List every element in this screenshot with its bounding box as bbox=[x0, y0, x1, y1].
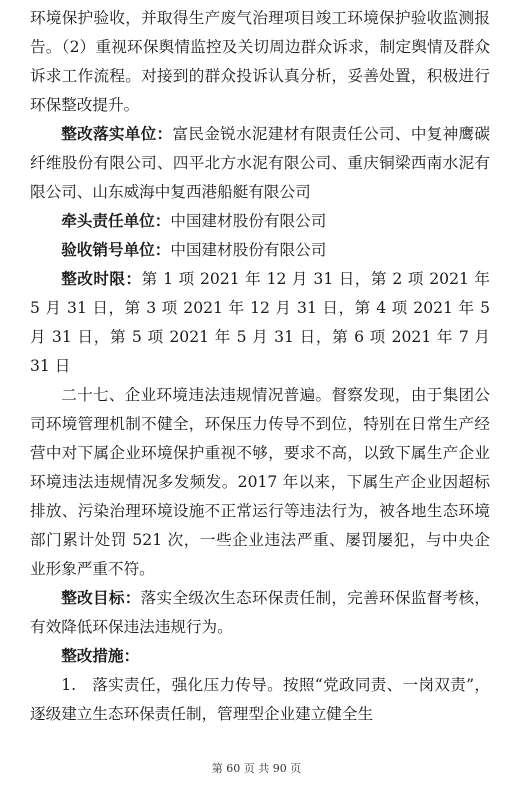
paragraph-lead-unit bbox=[30, 207, 490, 236]
paragraph-goal bbox=[30, 584, 490, 642]
paragraph-continuation: 环境保护验收，并取得生产废气治理项目竣工环境保护验收监测报告。（2）重视环保舆情监控及关切周边群众诉求，制定舆情及群众诉求工作流程。对接到的群众投诉认真分析，妥善处置，积极进行环保整改提升。 bbox=[30, 9, 490, 114]
document-body bbox=[30, 4, 490, 729]
label-goal: 整改目标： bbox=[61, 589, 141, 607]
label-rectification-units: 整改落实单位： bbox=[61, 125, 173, 143]
text-lead-unit: 中国建材股份有限公司 bbox=[170, 212, 327, 230]
text-acceptance-unit: 中国建材股份有限公司 bbox=[170, 241, 327, 259]
text-deadline: 第 1 项 2021 年 12 月 31 日，第 2 项 2021 年 5 月 31 日，第 3 项 2021 年 12 月 31 日，第 4 项 2021 年 5 月 31 日，第 5 项 2021 年 5 月 31 日，第 6 项 2021 年 7 月 31 日 bbox=[30, 270, 490, 375]
paragraph-measure-1: 1. 落实责任，强化压力传导。按照“党政同责、一岗双责”，逐级建立生态环保责任制，管理型企业建立健全生 bbox=[30, 676, 490, 723]
label-lead-unit: 牵头责任单位： bbox=[61, 212, 171, 230]
paragraph-acceptance-unit bbox=[30, 236, 490, 265]
paragraph-issue-27: 二十七、企业环境违法违规情况普遍。督察发现，由于集团公司环境管理机制不健全，环保压力传导不到位，特别在日常生产经营中对下属企业环境保护重视不够，要求不高，以致下属生产企业环境违法违规情况多发频发。2017 年以来，下属生产企业因超标排放、污染治理环境设施不正常运行等违法行为，被各地生态环境部门累计处罚 521 次，一些企业违法严重、屡罚屡犯，与中央企业形象严重不符。 bbox=[30, 386, 490, 578]
text-rectification-units: 富民金锐水泥建材有限责任公司、中复神鹰碳纤维股份有限公司、四平北方水泥有限公司、重庆铜梁西南水泥有限公司、山东威海中复西港船艇有限公司 bbox=[30, 125, 490, 201]
label-deadline: 整改时限： bbox=[61, 270, 142, 288]
label-measures: 整改措施： bbox=[61, 647, 140, 665]
paragraph-deadline bbox=[30, 265, 490, 381]
label-acceptance-unit: 验收销号单位： bbox=[61, 241, 171, 259]
paragraph-measures-heading bbox=[30, 642, 490, 671]
text-goal: 落实全级次生态环保责任制，完善环保监督考核，有效降低环保违法违规行为。 bbox=[30, 589, 490, 636]
paragraph-rectification-units bbox=[30, 120, 490, 207]
page-footer: 第 60 页 共 90 页 bbox=[211, 762, 302, 775]
